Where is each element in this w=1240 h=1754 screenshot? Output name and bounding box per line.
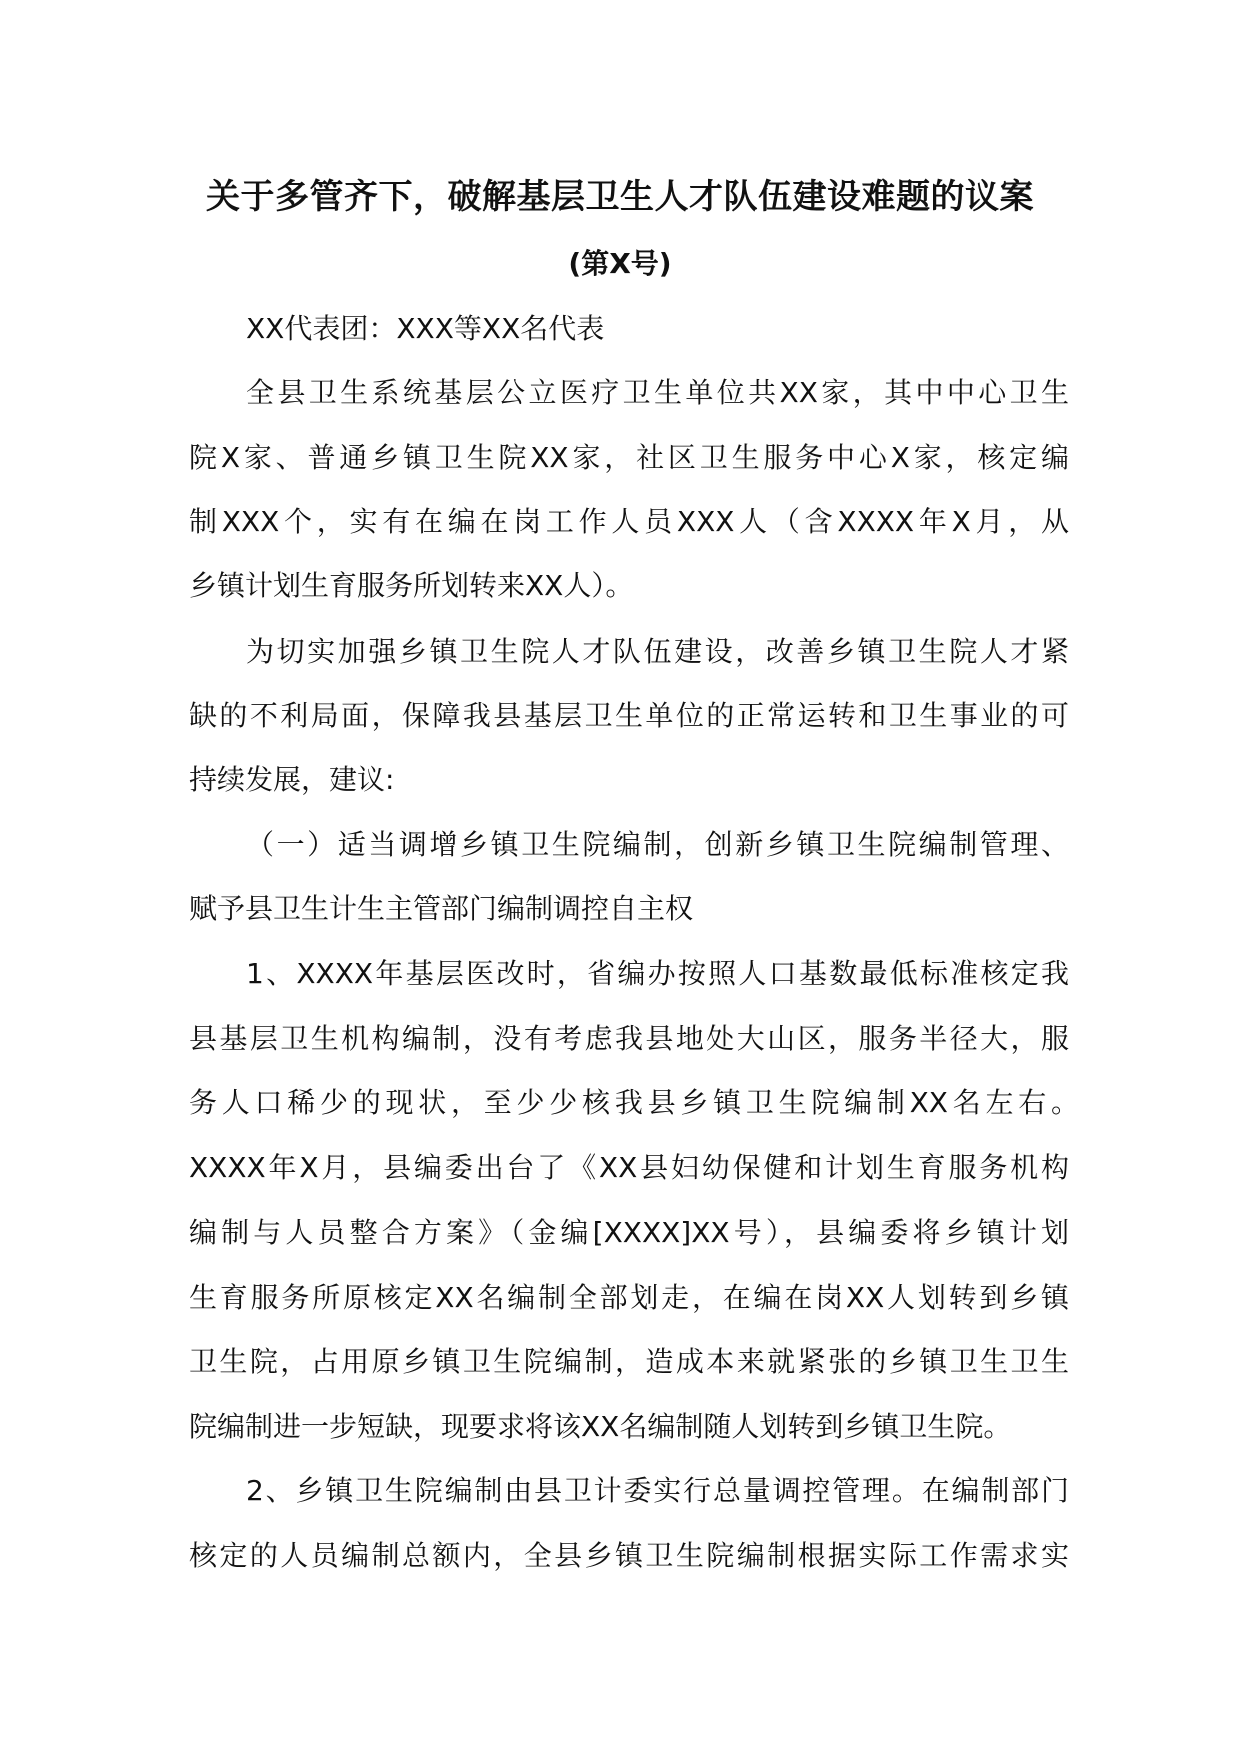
paragraph-line: 院X家、普通乡镇卫生院XX家，社区卫生服务中心X家，核定编 — [189, 441, 1069, 474]
paragraph-line: 院编制进一步短缺，现要求将该XX名编制随人划转到乡镇卫生院。 — [189, 1410, 1012, 1443]
paragraph-line: 全县卫生系统基层公立医疗卫生单位共XX家，其中中心卫生 — [246, 376, 1069, 409]
paragraph-line: 生育服务所原核定XX名编制全部划走，在编在岗XX人划转到乡镇 — [189, 1281, 1069, 1314]
paragraph-line: 核定的人员编制总额内，全县乡镇卫生院编制根据实际工作需求实 — [189, 1539, 1069, 1572]
paragraph-line: 制XXX个，实有在编在岗工作人员XXX人（含XXXX年X月，从 — [189, 505, 1069, 538]
paragraph-line: 县基层卫生机构编制，没有考虑我县地处大山区，服务半径大，服 — [189, 1022, 1069, 1055]
document-number: (第X号) — [568, 247, 672, 280]
paragraph-line: XXXX年X月，县编委出台了《XX县妇幼保健和计划生育服务机构 — [189, 1151, 1069, 1184]
paragraph-line: 编制与人员整合方案》（金编[XXXX]XX号），县编委将乡镇计划 — [189, 1216, 1069, 1249]
paragraph-line: 务人口稀少的现状，至少少核我县乡镇卫生院编制XX名左右。 — [189, 1086, 1079, 1119]
paragraph-line: 卫生院，占用原乡镇卫生院编制，造成本来就紧张的乡镇卫生卫生 — [189, 1345, 1069, 1378]
section-heading-line: 赋予县卫生计生主管部门编制调控自主权 — [189, 892, 694, 925]
paragraph-line: 2、乡镇卫生院编制由县卫计委实行总量调控管理。在编制部门 — [246, 1474, 1069, 1507]
paragraph-line: 乡镇计划生育服务所划转来XX人）。 — [189, 569, 634, 602]
paragraph-line: 1、XXXX年基层医改时，省编办按照人口基数最低标准核定我 — [246, 957, 1069, 990]
paragraph-line: 持续发展，建议: — [189, 763, 395, 796]
document-title: 关于多管齐下，破解基层卫生人才队伍建设难题的议案 — [206, 177, 1034, 217]
paragraph-line: 为切实加强乡镇卫生院人才队伍建设，改善乡镇卫生院人才紧 — [246, 635, 1069, 668]
addressee-line: XX代表团：XXX等XX名代表 — [246, 312, 605, 345]
paragraph-line: 缺的不利局面，保障我县基层卫生单位的正常运转和卫生事业的可 — [189, 699, 1069, 732]
section-heading-line: （一）适当调增乡镇卫生院编制，创新乡镇卫生院编制管理、 — [246, 828, 1069, 861]
